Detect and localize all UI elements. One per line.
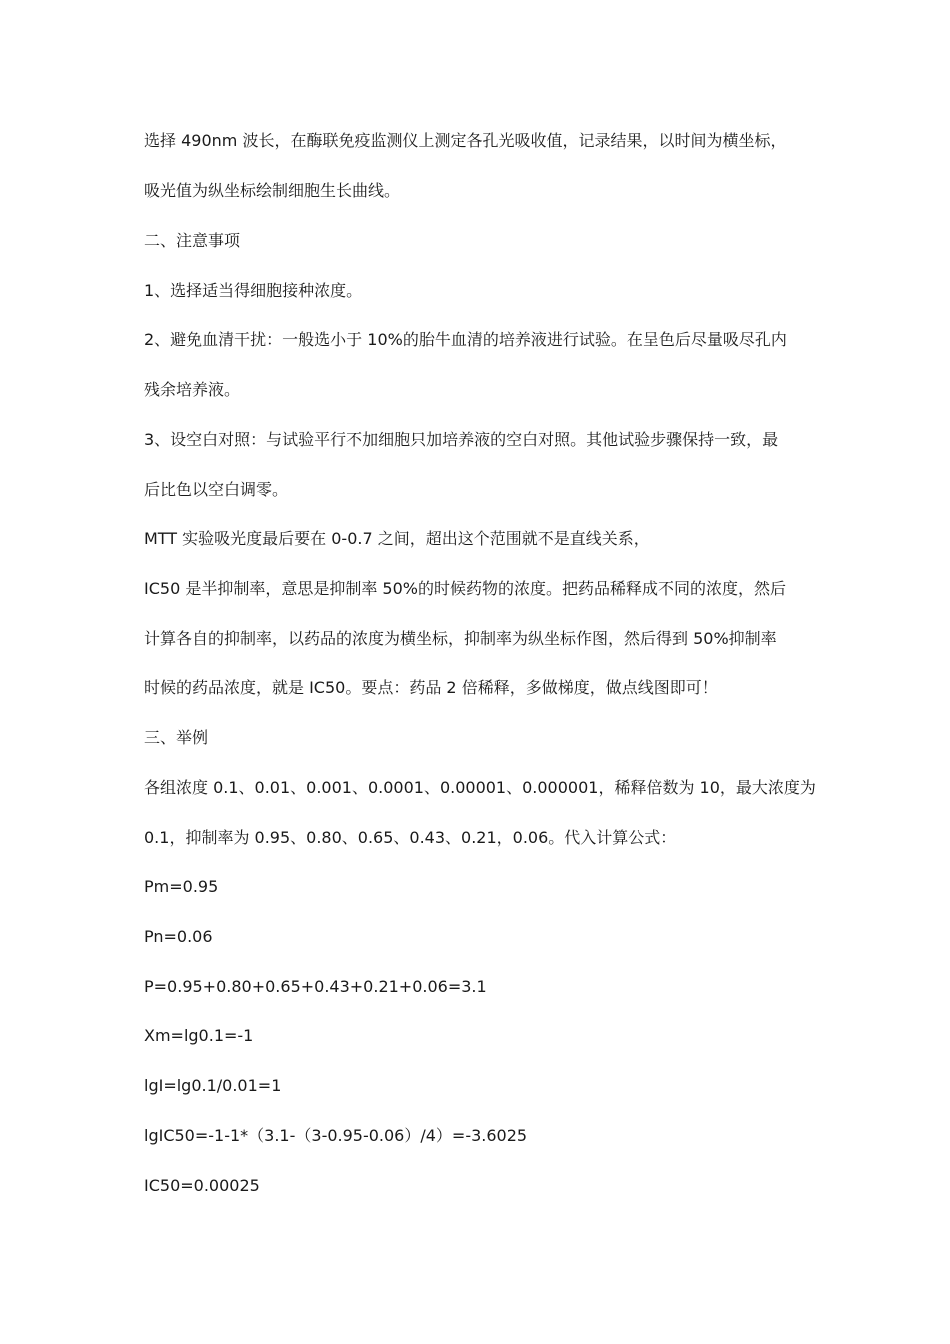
formula-pm: Pm=0.95	[144, 877, 219, 896]
paragraph-ic50-line-3: 时候的药品浓度，就是 IC50。要点：药品 2 倍稀释，多做梯度，做点线图即可！	[144, 678, 718, 697]
paragraph-wavelength-line-2: 吸光值为纵坐标绘制细胞生长曲线。	[144, 181, 401, 200]
note-item-2-line-1: 2、避免血清干扰：一般选小于 10%的胎牛血清的培养液进行试验。在呈色后尽量吸尽孔内	[144, 330, 787, 349]
note-item-1: 1、选择适当得细胞接种浓度。	[144, 281, 363, 300]
note-item-3-line-2: 后比色以空白调零。	[144, 480, 289, 499]
formula-xm: Xm=lg0.1=-1	[144, 1026, 254, 1045]
paragraph-ic50-line-1: IC50 是半抑制率，意思是抑制率 50%的时候药物的浓度。把药品稀释成不同的浓度，然后	[144, 579, 786, 598]
formula-ic50-result: IC50=0.00025	[144, 1176, 260, 1195]
section-heading-example: 三、举例	[144, 728, 209, 747]
example-line-2: 0.1，抑制率为 0.95、0.80、0.65、0.43、0.21，0.06。代入计算公式：	[144, 828, 677, 847]
example-line-1: 各组浓度 0.1、0.01、0.001、0.0001、0.00001、0.000001，稀释倍数为 10，最大浓度为	[144, 778, 816, 797]
section-heading-notes: 二、注意事项	[144, 231, 241, 250]
paragraph-mtt-absorbance: MTT 实验吸光度最后要在 0-0.7 之间，超出这个范围就不是直线关系，	[144, 529, 650, 548]
formula-p-sum: P=0.95+0.80+0.65+0.43+0.21+0.06=3.1	[144, 977, 487, 996]
formula-lgi: lgI=lg0.1/0.01=1	[144, 1076, 282, 1095]
paragraph-wavelength-line-1: 选择 490nm 波长，在酶联免疫监测仪上测定各孔光吸收值，记录结果，以时间为横坐标，	[144, 131, 787, 150]
paragraph-ic50-line-2: 计算各自的抑制率，以药品的浓度为横坐标，抑制率为纵坐标作图，然后得到 50%抑制率	[144, 629, 777, 648]
note-item-3-line-1: 3、设空白对照：与试验平行不加细胞只加培养液的空白对照。其他试验步骤保持一致，最	[144, 430, 779, 449]
formula-lgic50: lgIC50=-1-1*（3.1-（3-0.95-0.06）/4）=-3.6025	[144, 1126, 528, 1145]
formula-pn: Pn=0.06	[144, 927, 213, 946]
note-item-2-line-2: 残余培养液。	[144, 380, 241, 399]
